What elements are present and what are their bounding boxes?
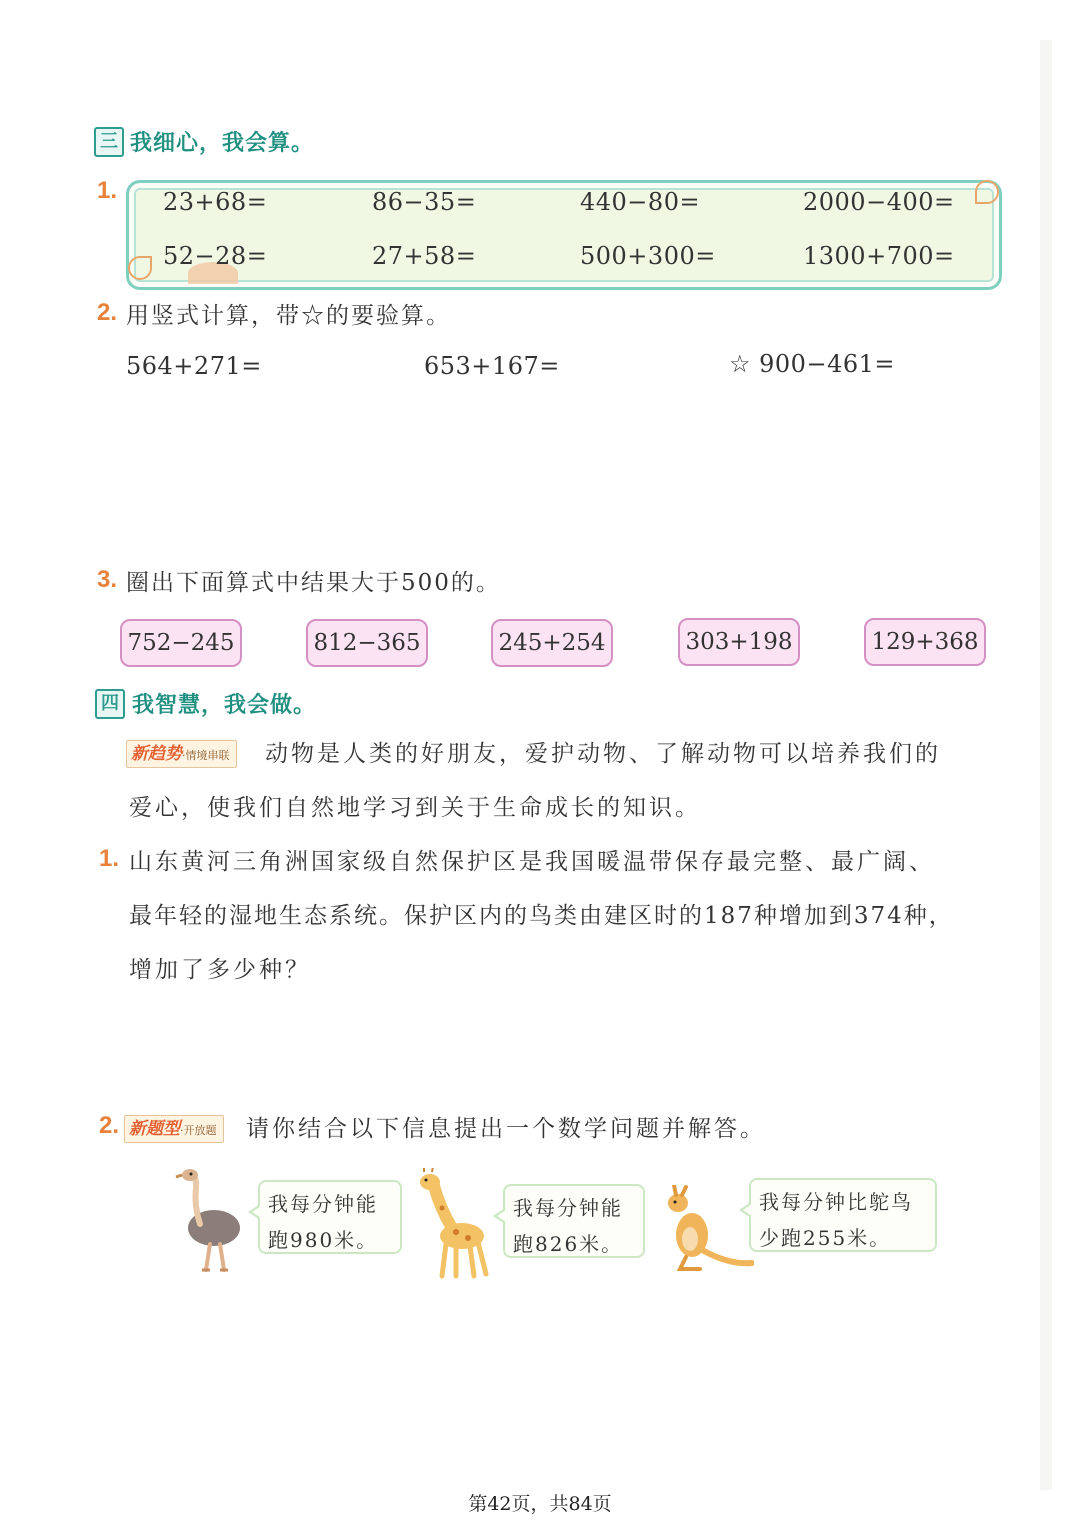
tag-main-text: 新趋势 (131, 744, 182, 764)
q3-instruction: 圈出下面算式中结果大于500的。 (126, 570, 501, 596)
section3-badge: 三 (94, 127, 124, 157)
tag-sub-text: ·开放题 (180, 1124, 217, 1137)
ostrich-line2: 跑980米。 (268, 1228, 379, 1252)
new-question-type-tag (124, 1115, 224, 1143)
tag-sub-text: ·情境串联 (182, 749, 230, 762)
section4-badge: 四 (95, 689, 125, 719)
q2-number: 2. (97, 299, 118, 326)
ostrich-speech-bubble (258, 1180, 402, 1254)
frame-corner-decoration (975, 180, 999, 204)
kangaroo-line1: 我每分钟比鸵鸟 (759, 1190, 913, 1214)
q3-option[interactable]: 812−365 (306, 619, 428, 667)
q2-expr: 653+167= (424, 352, 560, 380)
q3-option[interactable]: 752−245 (120, 619, 242, 667)
intro-text-line1: 动物是人类的好朋友，爱护动物、了解动物可以培养我们的 (265, 741, 941, 767)
page-edge-shadow (1040, 40, 1052, 1490)
q3-option[interactable]: 303+198 (678, 618, 800, 666)
tag-main-text: 新题型 (129, 1119, 180, 1139)
q1-expr: 2000−400= (803, 188, 955, 216)
ostrich-icon (172, 1166, 246, 1274)
kangaroo-icon (660, 1185, 754, 1271)
q3-option[interactable]: 245+254 (491, 619, 613, 667)
q1-expr: 23+68= (163, 188, 268, 216)
frame-corner-decoration (128, 256, 152, 280)
giraffe-line1: 我每分钟能 (513, 1196, 623, 1220)
q1-expr: 27+58= (372, 242, 477, 270)
q1-expr: 440−80= (580, 188, 701, 216)
s4-q1-number: 1. (99, 845, 120, 872)
giraffe-line2: 跑826米。 (513, 1232, 624, 1256)
q1-expr: 86−35= (372, 188, 477, 216)
q1-expr: 500+300= (580, 242, 716, 270)
s4-q2-instruction: 请你结合以下信息提出一个数学问题并解答。 (246, 1116, 766, 1142)
giraffe-icon (412, 1168, 496, 1280)
q1-expr: 1300+700= (803, 242, 955, 270)
intro-text-line2: 爱心，使我们自然地学习到关于生命成长的知识。 (129, 795, 701, 821)
q1-number: 1. (97, 177, 118, 204)
section4-title: 我智慧，我会做。 (132, 693, 317, 718)
new-trend-tag (126, 740, 237, 768)
q3-number: 3. (97, 566, 118, 593)
s4-q1-line2: 最年轻的湿地生态系统。保护区内的鸟类由建区时的187种增加到374种， (129, 903, 954, 929)
s4-q1-line3: 增加了多少种？ (129, 957, 311, 983)
page-number-footer: 第42页，共84页 (468, 1493, 612, 1515)
q2-expr: 564+271= (126, 352, 262, 380)
s4-q2-number: 2. (99, 1112, 120, 1139)
q2-expr: ☆ 900−461= (729, 350, 895, 378)
q1-expr: 52−28= (163, 242, 268, 270)
q2-instruction: 用竖式计算，带☆的要验算。 (126, 303, 451, 329)
q3-option[interactable]: 129+368 (864, 618, 986, 666)
section3-title: 我细心，我会算。 (130, 131, 315, 156)
giraffe-speech-bubble (503, 1184, 645, 1258)
kangaroo-line2: 少跑255米。 (759, 1226, 892, 1250)
s4-q1-line1: 山东黄河三角洲国家级自然保护区是我国暖温带保存最完整、最广阔、 (129, 849, 935, 875)
ostrich-line1: 我每分钟能 (268, 1192, 378, 1216)
kangaroo-speech-bubble (749, 1178, 937, 1252)
